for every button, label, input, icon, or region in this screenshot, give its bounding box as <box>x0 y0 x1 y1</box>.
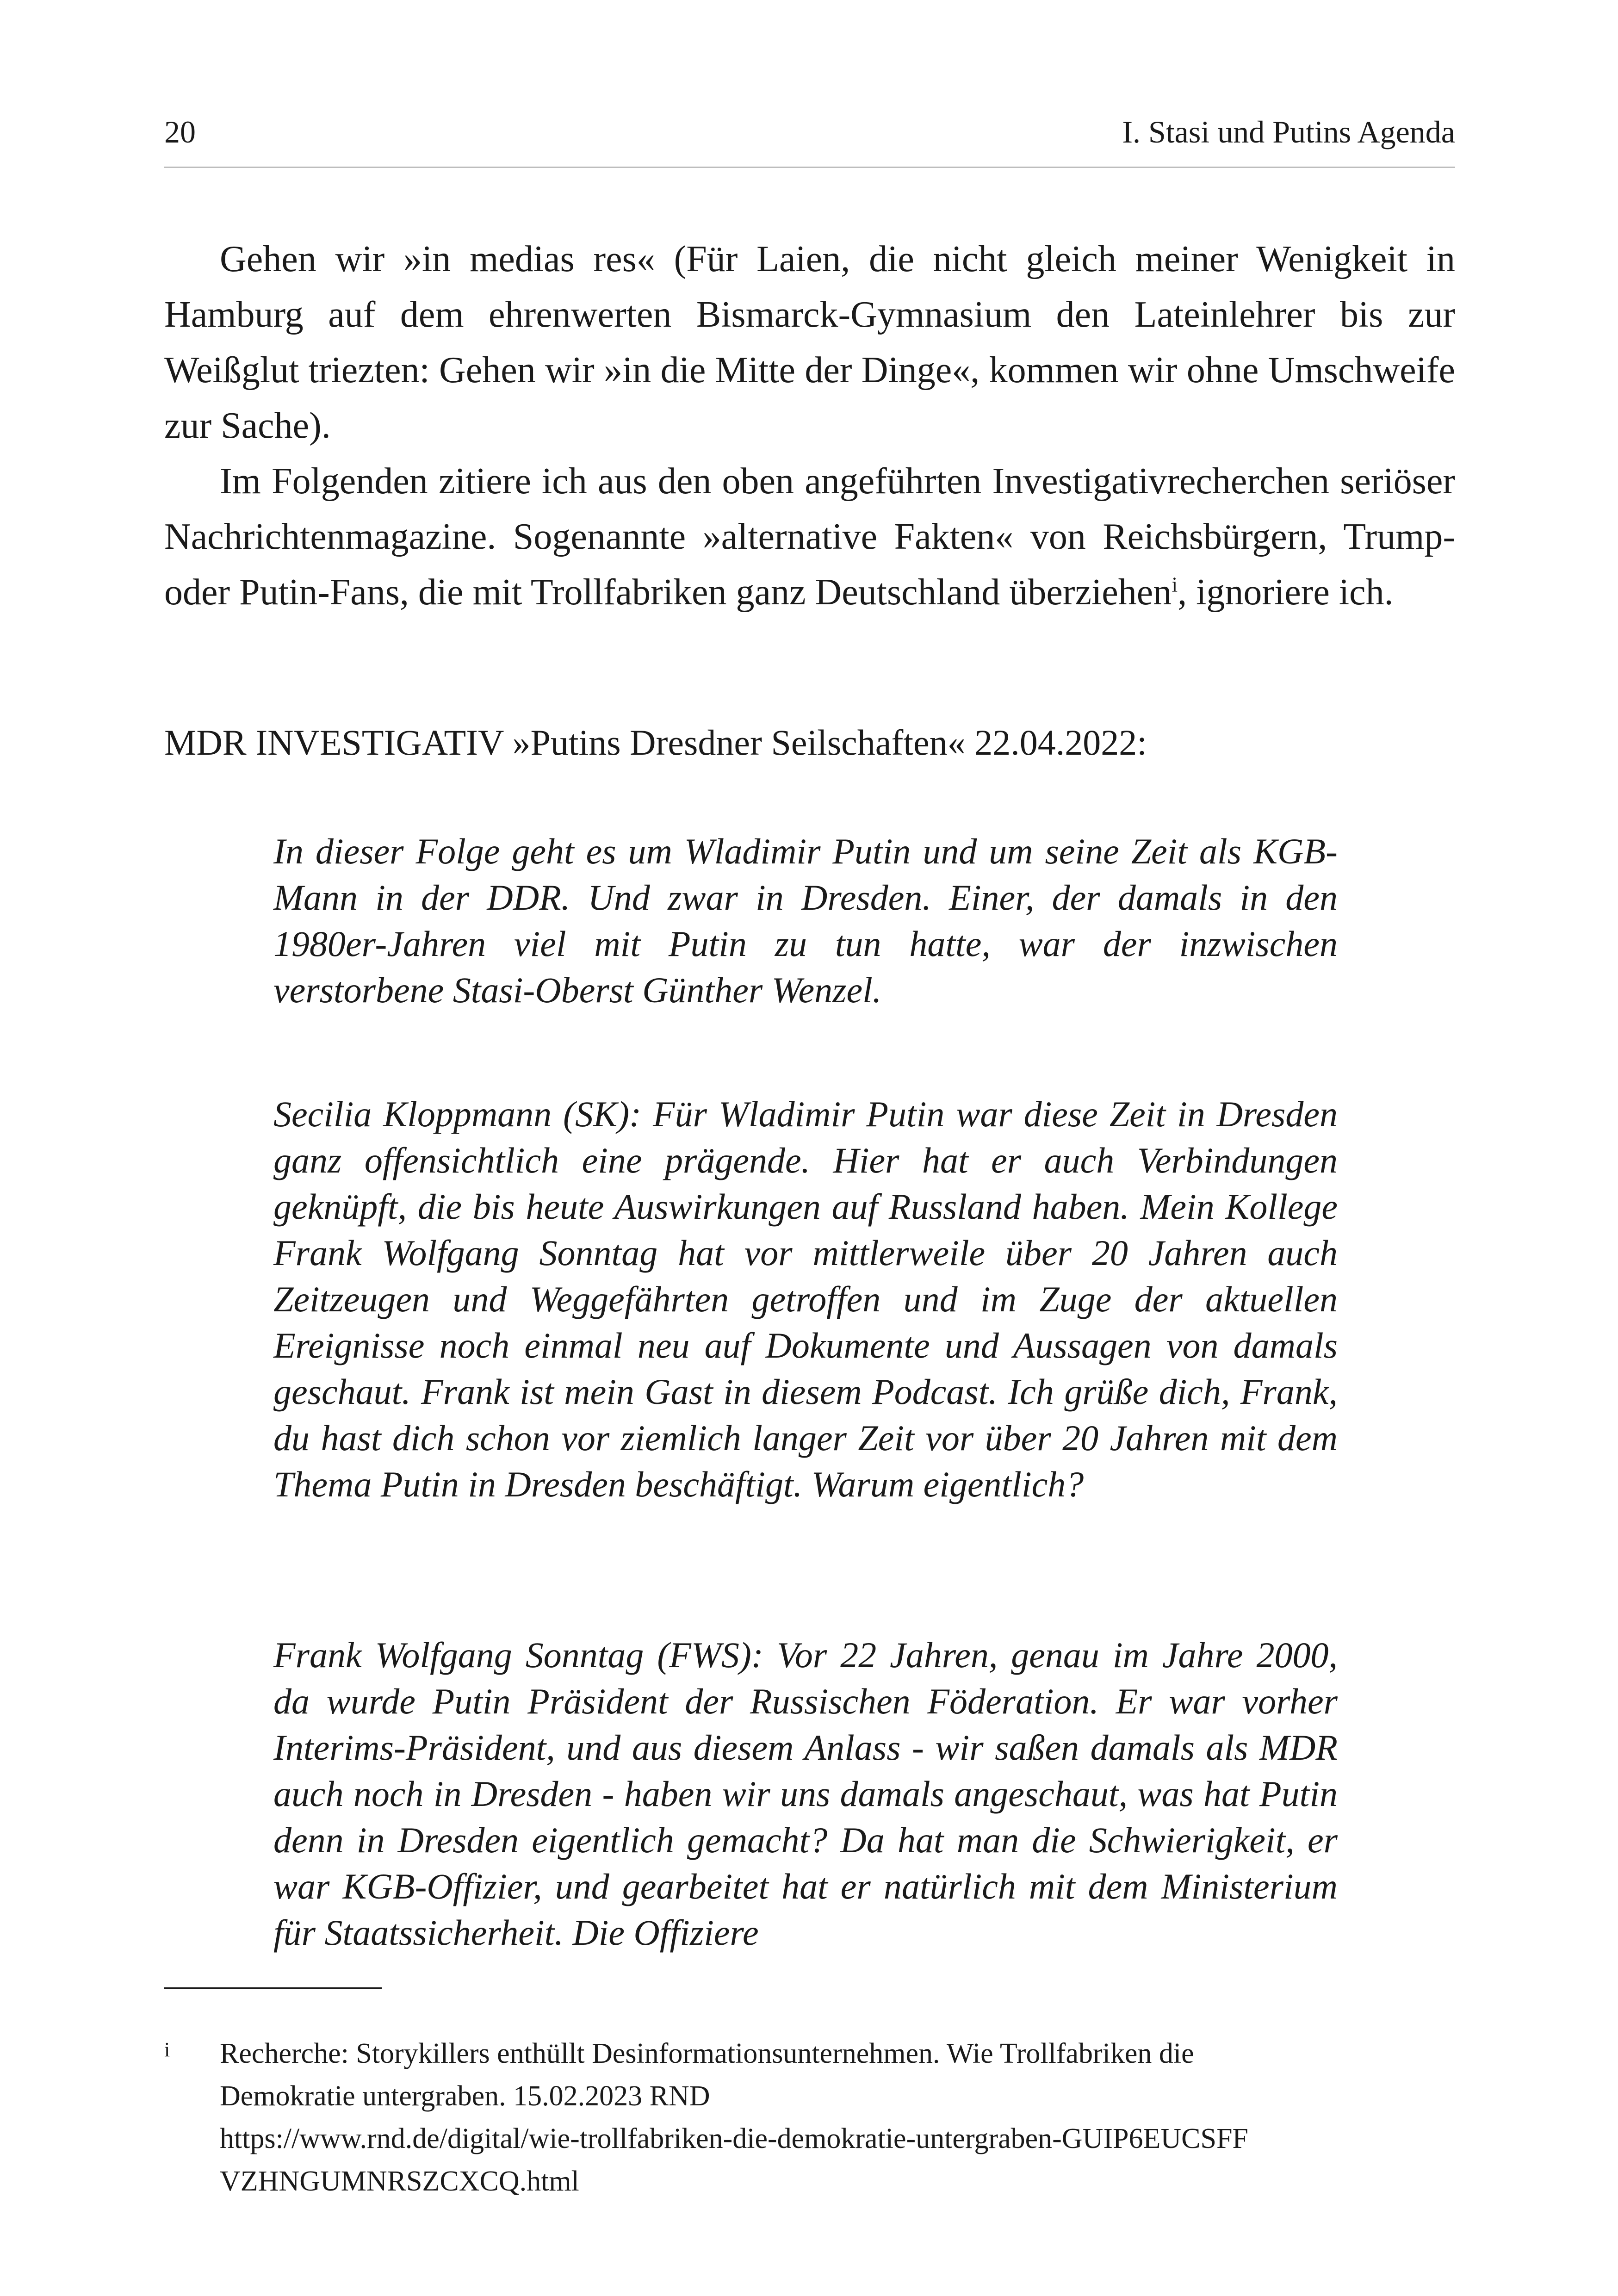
header-rule <box>164 167 1455 168</box>
body-text <box>164 231 1455 620</box>
footnote-url-line[interactable]: https://www.rnd.de/digital/wie-trollfabriken-die-demokratie-untergraben-GUIP6EUCSFF <box>220 2123 1248 2154</box>
chapter-title: I. Stasi und Putins Agenda <box>1122 114 1455 149</box>
footnote-text <box>220 2032 1455 2203</box>
body-paragraph <box>164 453 1455 620</box>
footnote-url-line[interactable]: VZHNGUMNRSZCXCQ.html <box>220 2166 579 2197</box>
footnote-line: Demokratie untergraben. 15.02.2023 RND <box>220 2080 710 2112</box>
running-header <box>164 113 1455 150</box>
footnote-reference[interactable]: i <box>1172 572 1178 596</box>
body-paragraph-text: Im Folgenden zitiere ich aus den oben angeführten Investigativrecherchen seriöser Nachrichtenmagazine. Sogenannte »alternative Fakten« von Reichsbürgern, Trump- oder Putin-Fans, die mit Trollfabriken ganz Deutschland überziehen <box>164 461 1455 613</box>
block-quote: Secilia Kloppmann (SK): Für Wladimir Putin war diese Zeit in Dresden ganz offensichtlich eine prägende. Hier hat er auch Verbindungen geknüpft, die bis heute Auswirkungen auf Russland haben. Mein Kollege Frank Wolfgang Sonntag hat vor mittlerweile über 20 Jahren auch Zeitzeugen und Weggefährten getroffen und im Zuge der aktuellen Ereignisse noch einmal neu auf Dokumente und Aussagen von damals geschaut. Frank ist mein Gast in diesem Podcast. Ich grüße dich, Frank, du hast dich schon vor ziemlich langer Zeit vor über 20 Jahren mit dem Thema Putin in Dresden beschäftigt. Warum eigentlich? <box>273 1094 1338 1504</box>
block-quote: Frank Wolfgang Sonntag (FWS): Vor 22 Jahren, genau im Jahre 2000, da wurde Putin Präsident der Russischen Föderation. Er war vorher Interims-Präsident, und aus diesem Anlass - wir saßen damals als MDR auch noch in Dresden - haben wir uns damals angeschaut, was hat Putin denn in Dresden eigentlich gemacht? Da hat man die Schwierigkeit, er war KGB-Offizier, und gearbeitet hat er natürlich mit dem Ministerium für Staatssicherheit. Die Offiziere <box>273 1635 1338 1953</box>
body-paragraph: Gehen wir »in medias res« (Für Laien, die nicht gleich meiner Wenigkeit in Hamburg auf dem ehrenwerten Bismarck-Gymnasium den Lateinlehrer bis zur Weißglut triezten: Gehen wir »in die Mitte der Dinge«, kommen wir ohne Umschweife zur Sache). <box>164 239 1455 446</box>
block-quote: In dieser Folge geht es um Wladimir Putin und um seine Zeit als KGB-Mann in der DDR. Und zwar in Dresden. Einer, der damals in den 1980er-Jahren viel mit Putin zu tun hatte, war der inzwischen verstorbene Stasi-Oberst Günther Wenzel. <box>273 831 1338 1010</box>
book-page <box>164 0 1455 2296</box>
source-heading: MDR INVESTIGATIV »Putins Dresdner Seilschaften« 22.04.2022: <box>164 722 1147 763</box>
footnote-line: Recherche: Storykillers enthüllt Desinformationsunternehmen. Wie Trollfabriken die <box>220 2038 1194 2069</box>
footnote-marker: i <box>164 2038 170 2061</box>
body-paragraph-text: , ignoriere ich. <box>1178 572 1394 613</box>
footnote-rule <box>164 1987 382 1989</box>
page-number: 20 <box>164 114 196 149</box>
